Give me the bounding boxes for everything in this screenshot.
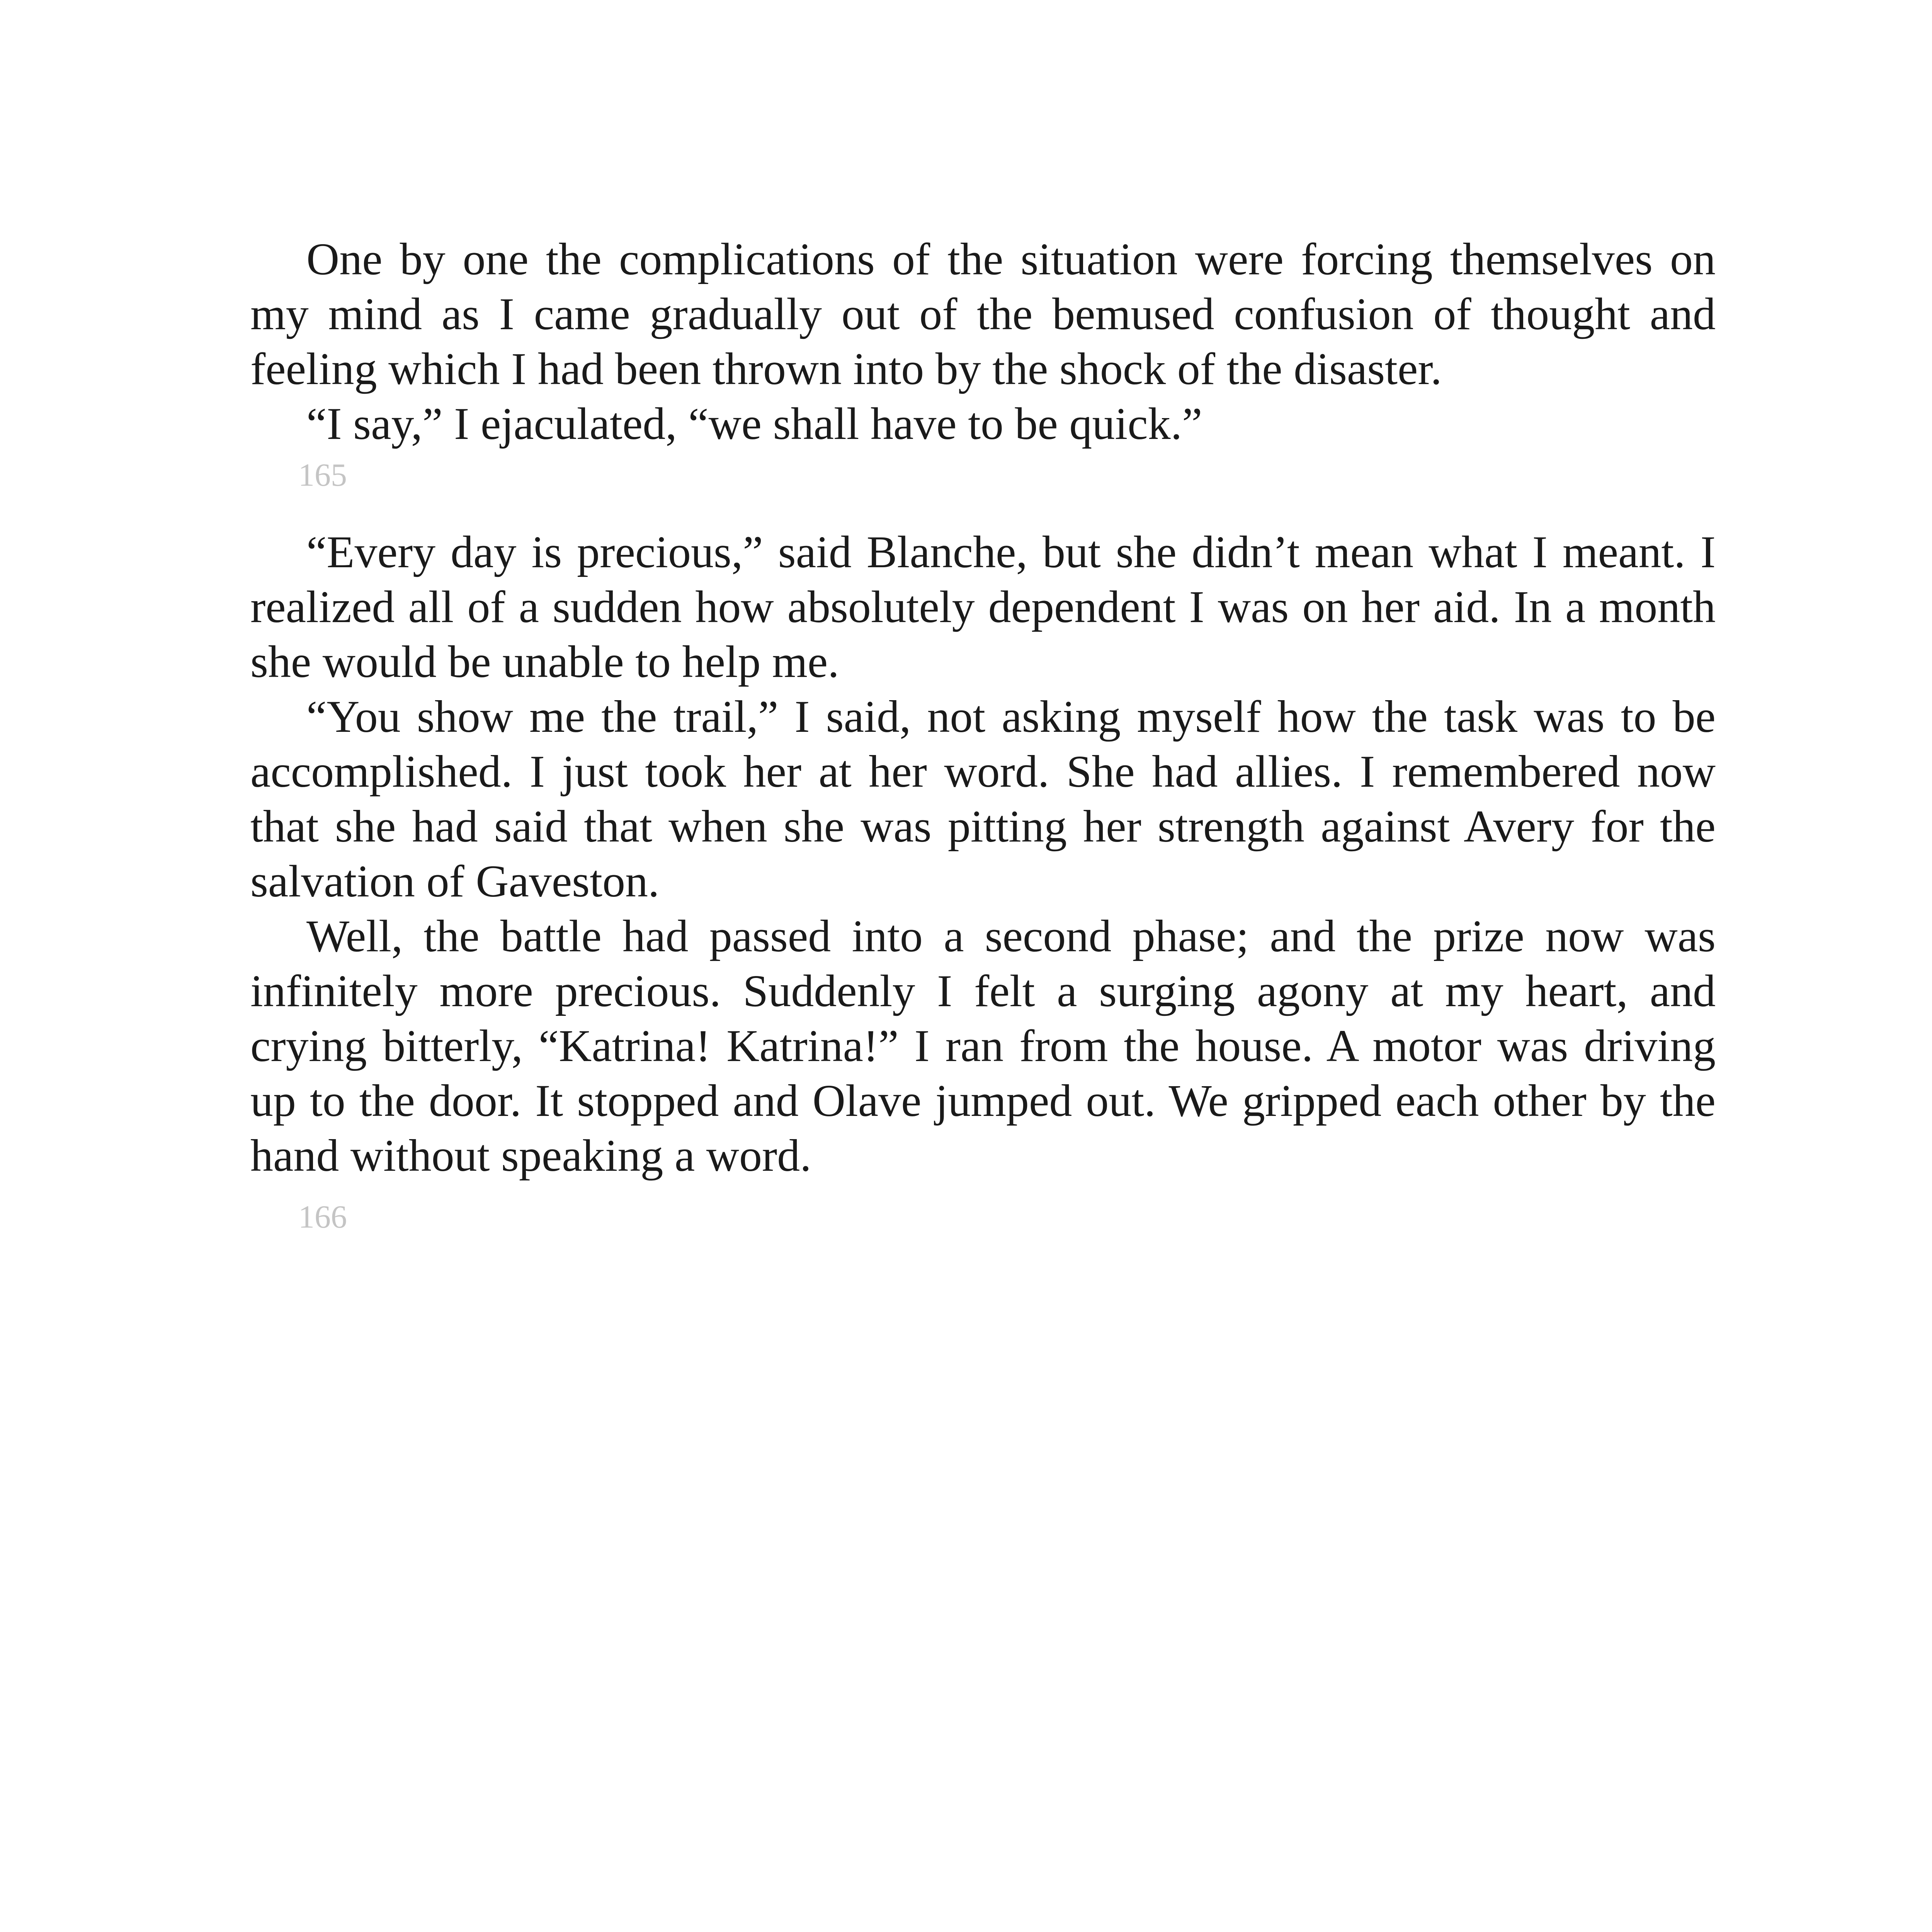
paragraph: “I say,” I ejaculated, “we shall have to be quick.” [306, 398, 1202, 449]
paragraph: “Every day is precious,” said Blanche, but she didn’t mean what I meant. I realized all of a sudden how absolutely dependent I was on her aid. In a month she would be unable to help me. [250, 527, 1716, 687]
page-number: 165 [298, 457, 347, 493]
page-number: 166 [298, 1199, 347, 1235]
text-block-top [250, 232, 1716, 451]
paragraph: One by one the complications of the situation were forcing themselves on my mind as I came gradually out of the bemused confusion of thought and feeling which I had been thrown into by the shock of the disaster. [250, 234, 1716, 394]
paragraph: “You show me the trail,” I said, not asking myself how the task was to be accomplished. I just took her at her word. She had allies. I remembered now that she had said that when she was pitting her strength against Avery for the salvation of Gaveston. [250, 691, 1716, 906]
text-block-bottom [250, 525, 1716, 1183]
paragraph: Well, the battle had passed into a second phase; and the prize now was infinitely more precious. Suddenly I felt a surging agony at my heart, and crying bitterly, “Katrina! Katrina!” I ran from the house. A motor was driving up to the door. It stopped and Olave jumped out. We gripped each other by the hand without speaking a word. [250, 911, 1716, 1181]
